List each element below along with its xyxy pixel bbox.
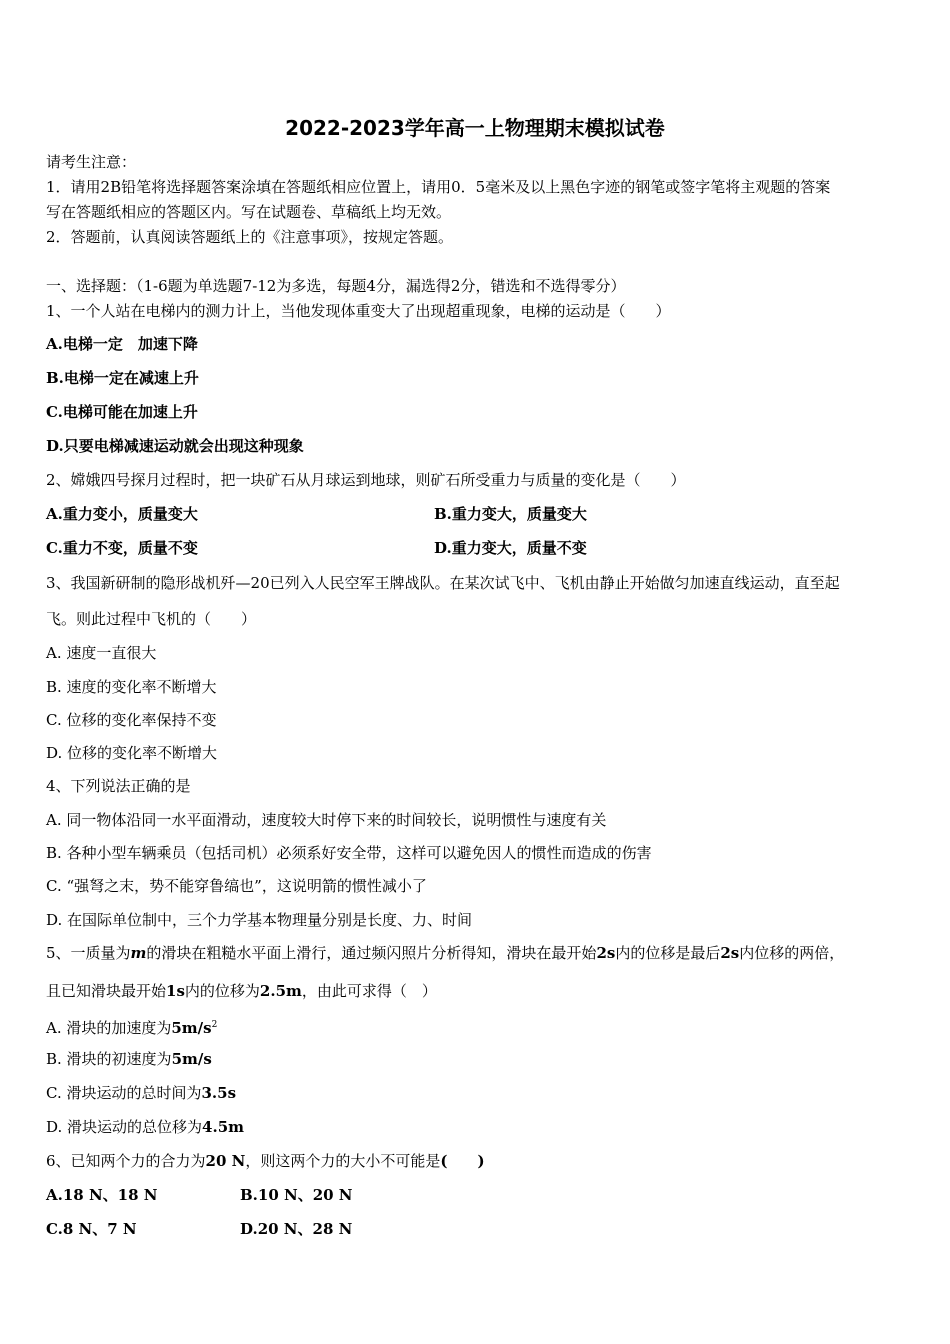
q5-mass-symbol: m: [130, 944, 147, 962]
question-6-option-c: C.8 N、7 N: [46, 1220, 137, 1238]
option-superscript: 2: [211, 1020, 218, 1030]
option-value: 4.5m: [202, 1118, 244, 1136]
q5-text: 内的位移是最后: [615, 944, 721, 962]
question-3-option-b: B. 速度的变化率不断增大: [46, 678, 217, 696]
q5-text: 且已知滑块最开始: [46, 982, 167, 1000]
question-1-stem: 1、一个人站在电梯内的测力计上，当他发现体重变大了出现超重现象，电梯的运动是（ ）: [46, 302, 671, 320]
question-1-option-b: B.电梯一定在减速上升: [46, 369, 199, 387]
q5-value: 2s: [720, 944, 740, 962]
notice-item-1-line-1: 1．请用2B铅笔将选择题答案涂填在答题纸相应位置上，请用0．5毫米及以上黑色字迹的钢笔或签字笔将主观题的答案: [46, 178, 831, 196]
question-3-stem-line-2: 飞。则此过程中飞机的（ ）: [46, 610, 257, 628]
question-6-stem: [46, 1151, 485, 1171]
question-4-stem: 4、下列说法正确的是: [46, 777, 191, 795]
section-heading: 一、选择题：（1-6题为单选题7-12为多选，每题4分，漏选得2分，错选和不选得零分）: [46, 277, 626, 295]
page-title: 2022-2023学年高一上物理期末模拟试卷: [285, 116, 665, 140]
option-text: A. 滑块的加速度为: [46, 1019, 172, 1037]
question-5-stem-line-1: [46, 943, 844, 963]
notice-heading: 请考生注意：: [46, 153, 137, 171]
question-2-option-a: A.重力变小，质量变大: [46, 505, 198, 523]
question-4-option-d: D. 在国际单位制中，三个力学基本物理量分别是长度、力、时间: [46, 911, 473, 929]
question-5-option-a: [46, 1015, 217, 1038]
option-value: 5m/s: [171, 1050, 212, 1068]
q5-text: ，由此可求得（ ）: [301, 982, 437, 1000]
notice-item-2: 2．答题前，认真阅读答题纸上的《注意事项》，按规定答题。: [46, 228, 454, 246]
question-3-stem-line-1: 3、我国新研制的隐形战机歼—20已列入人民空军王牌战队。在某次试飞中、飞机由静止开始做匀加速直线运动，直至起: [46, 574, 840, 592]
q5-text: 内位移的两倍，: [739, 944, 845, 962]
q5-value: 2s: [596, 944, 616, 962]
q5-text: 内的位移为: [184, 982, 260, 1000]
question-2-option-c: C.重力不变，质量不变: [46, 539, 198, 557]
question-4-option-a: A. 同一物体沿同一水平面滑动，速度较大时停下来的时间较长，说明惯性与速度有关: [46, 811, 607, 829]
question-3-option-d: D. 位移的变化率不断增大: [46, 744, 218, 762]
option-text: C. 滑块运动的总时间为: [46, 1084, 202, 1102]
question-1-option-d: D.只要电梯减速运动就会出现这种现象: [46, 437, 304, 455]
question-4-option-b: B. 各种小型车辆乘员（包括司机）必须系好安全带，这样可以避免因人的惯性而造成的伤害: [46, 844, 652, 862]
question-1-option-a: A.电梯一定 加速下降: [46, 335, 198, 353]
q6-answer-blank: ( ): [440, 1152, 485, 1170]
q5-text: 的滑块在粗糙水平面上滑行，通过频闪照片分析得知，滑块在最开始: [146, 944, 597, 962]
question-3-option-c: C. 位移的变化率保持不变: [46, 711, 217, 729]
q5-value: 2.5m: [259, 982, 302, 1000]
question-2-stem: 2、嫦娥四号探月过程时，把一块矿石从月球运到地球，则矿石所受重力与质量的变化是（ ）: [46, 471, 686, 489]
option-value: 3.5s: [201, 1084, 237, 1102]
q6-text: ，则这两个力的大小不可能是: [245, 1152, 441, 1170]
q5-text: 5、一质量为: [46, 944, 131, 962]
question-5-option-d: [46, 1117, 244, 1137]
q6-value: 20 N: [205, 1152, 246, 1170]
question-2-option-d: D.重力变大，质量不变: [434, 539, 587, 557]
question-6-option-d: D.20 N、28 N: [240, 1220, 353, 1238]
question-5-option-b: [46, 1049, 212, 1069]
option-value: 5m/s: [171, 1019, 212, 1037]
q6-text: 6、已知两个力的合力为: [46, 1152, 206, 1170]
question-6-option-b: B.10 N、20 N: [240, 1186, 353, 1204]
question-5-option-c: [46, 1083, 236, 1103]
question-5-stem-line-2: [46, 981, 437, 1001]
question-2-option-b: B.重力变大，质量变大: [434, 505, 587, 523]
question-1-option-c: C.电梯可能在加速上升: [46, 403, 198, 421]
option-text: D. 滑块运动的总位移为: [46, 1118, 203, 1136]
question-6-option-a: A.18 N、18 N: [46, 1186, 158, 1204]
notice-item-1-line-2: 写在答题纸相应的答题区内。写在试题卷、草稿纸上均无效。: [46, 203, 452, 221]
option-text: B. 滑块的初速度为: [46, 1050, 172, 1068]
q5-value: 1s: [166, 982, 185, 1000]
question-3-option-a: A. 速度一直很大: [46, 644, 157, 662]
question-4-option-c: C. “强弩之末，势不能穿鲁缟也”，这说明箭的惯性减小了: [46, 877, 427, 895]
